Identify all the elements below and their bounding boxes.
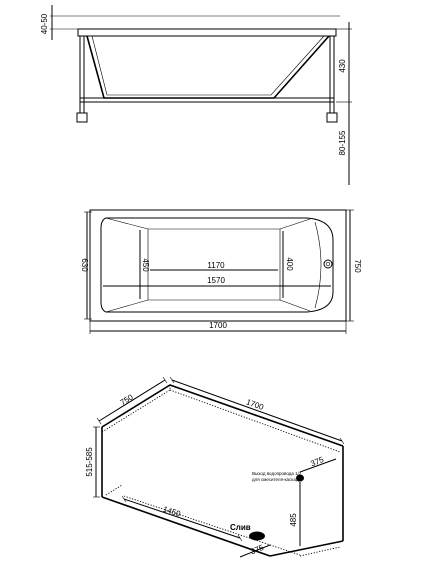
dim-total-width: 750 xyxy=(353,259,362,273)
iso-view xyxy=(85,377,344,557)
iso-dim-width: 750 xyxy=(118,392,135,408)
iso-dim-length: 1700 xyxy=(244,397,265,412)
dim-rim-height: 40-50 xyxy=(40,13,49,35)
dim-inner-length: 1570 xyxy=(207,276,225,285)
front-view xyxy=(40,5,352,185)
mixer-note-line2: для смесителя-каскада xyxy=(252,477,301,482)
mixer-note-line1: Выход водопровода 1/2 xyxy=(252,471,302,476)
overflow-drain xyxy=(324,260,332,268)
dim-inner-width: 450 xyxy=(141,258,150,272)
bath-top-edge xyxy=(102,385,343,446)
top-view xyxy=(80,210,362,334)
iso-dim-height: 515-585 xyxy=(85,447,94,477)
dim-total-length: 1700 xyxy=(209,321,227,330)
dim-leg-height: 80-155 xyxy=(338,130,347,156)
dim-tub-height: 430 xyxy=(338,59,347,73)
dim-outer-width: 630 xyxy=(80,258,89,272)
drain-label: Слив xyxy=(230,523,251,532)
tub-body xyxy=(87,36,329,98)
leg-right xyxy=(327,113,337,122)
drain-icon xyxy=(249,532,265,541)
iso-dim-mixer-offset: 375 xyxy=(309,455,325,469)
dim-head-width: 400 xyxy=(285,257,294,271)
tub-rim xyxy=(78,29,336,36)
leg-left xyxy=(77,113,87,122)
iso-dim-drain-offset: 375 xyxy=(249,543,265,557)
iso-dim-mixer-height: 485 xyxy=(289,513,298,527)
iso-dim-floor-length: 1450 xyxy=(161,504,182,519)
dim-bottom-length: 1170 xyxy=(207,261,225,270)
